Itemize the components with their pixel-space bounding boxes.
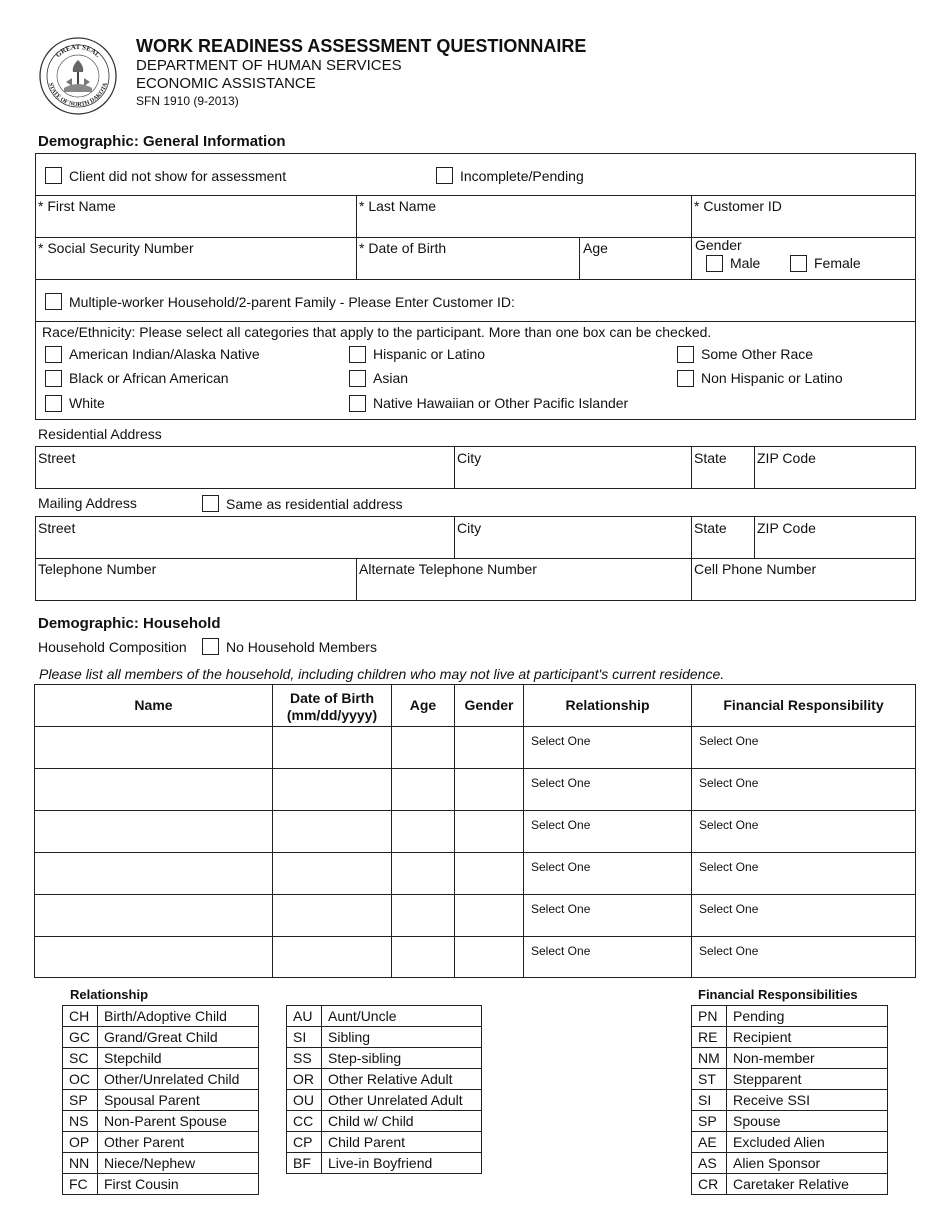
- first-name-label: * First Name: [38, 198, 116, 214]
- legend-row: NM Non-member: [692, 1048, 888, 1069]
- race-label-white: White: [69, 395, 105, 411]
- legend-row: SS Step-sibling: [287, 1048, 482, 1069]
- male-label: Male: [730, 255, 761, 271]
- hh-row-1-name-field[interactable]: [36, 728, 270, 767]
- no-household-members-label: No Household Members: [226, 639, 377, 655]
- mail-street-label: Street: [38, 520, 76, 536]
- mail-state-label: State: [694, 520, 727, 536]
- cell-phone-field[interactable]: [693, 578, 913, 599]
- race-label-black: Black or African American: [69, 370, 229, 386]
- mail-city-field[interactable]: [456, 536, 688, 557]
- race-label-other-race: Some Other Race: [701, 346, 814, 362]
- svg-text:STATE OF NORTH DAKOTA: STATE OF NORTH DAKOTA: [46, 82, 110, 109]
- hh-row-5-age-field[interactable]: [393, 896, 452, 935]
- no-show-checkbox[interactable]: [45, 167, 62, 184]
- alt-telephone-label: Alternate Telephone Number: [359, 561, 537, 577]
- general-info-heading: Demographic: General Information: [38, 133, 286, 150]
- hh-row-4-gender-field[interactable]: [456, 854, 521, 893]
- legend-row: CC Child w/ Child: [287, 1111, 482, 1132]
- race-label-hispanic: Hispanic or Latino: [373, 346, 486, 362]
- dob-field[interactable]: [358, 256, 576, 277]
- gender-label: Gender: [695, 237, 742, 253]
- legend-row: CH Birth/Adoptive Child: [63, 1006, 259, 1027]
- hh-row-6-name-field[interactable]: [36, 938, 270, 977]
- female-checkbox[interactable]: [790, 255, 807, 272]
- same-as-residential-checkbox[interactable]: [202, 495, 219, 512]
- legend-row: SP Spouse: [692, 1111, 888, 1132]
- legend-row: NS Non-Parent Spouse: [63, 1111, 259, 1132]
- hh-row-2-name-field[interactable]: [36, 770, 270, 809]
- hh-row-6-age-field[interactable]: [393, 938, 452, 977]
- mail-zip-label: ZIP Code: [757, 520, 816, 536]
- mail-state-field[interactable]: [693, 536, 751, 557]
- mailing-address-heading: Mailing Address: [38, 495, 137, 511]
- residential-address-heading: Residential Address: [38, 426, 162, 442]
- relationship-legend-heading: Relationship: [70, 987, 149, 1002]
- race-instruction: Race/Ethnicity: Please select all categories that apply to the participant. More than one box can be checked.: [42, 324, 712, 340]
- relationship-legend-table-1: [62, 1005, 259, 1195]
- state-seal: [38, 36, 118, 116]
- legend-row: GC Grand/Great Child: [63, 1027, 259, 1048]
- legend-row: OU Other Unrelated Adult: [287, 1090, 482, 1111]
- res-zip-field[interactable]: [756, 466, 913, 487]
- legend-row: AS Alien Sponsor: [692, 1153, 888, 1174]
- age-field[interactable]: [581, 256, 688, 277]
- financial-legend-table: [691, 1005, 888, 1195]
- hh-row-5-dob-field[interactable]: [274, 896, 389, 935]
- hh-row-5-financial-select[interactable]: Select One: [699, 902, 759, 916]
- legend-row: OP Other Parent: [63, 1132, 259, 1153]
- no-show-label: Client did not show for assessment: [69, 168, 287, 184]
- division-name: ECONOMIC ASSISTANCE: [136, 75, 316, 92]
- hh-row-2-dob-field[interactable]: [274, 770, 389, 809]
- age-label: Age: [583, 240, 608, 256]
- race-label-non-hispanic: Non Hispanic or Latino: [701, 370, 843, 386]
- female-label: Female: [814, 255, 861, 271]
- hh-row-3-financial-select[interactable]: Select One: [699, 818, 759, 832]
- hh-row-6-relationship-select[interactable]: Select One: [531, 944, 591, 958]
- hh-row-2-gender-field[interactable]: [456, 770, 521, 809]
- household-composition-label: Household Composition: [38, 639, 187, 655]
- hh-row-4-name-field[interactable]: [36, 854, 270, 893]
- financial-legend-heading: Financial Responsibilities: [698, 987, 858, 1002]
- form-number: SFN 1910 (9-2013): [136, 94, 239, 108]
- customer-id-field[interactable]: [693, 214, 913, 235]
- multi-worker-label: Multiple-worker Household/2-parent Family - Please Enter Customer ID:: [69, 294, 515, 310]
- hh-row-4-financial-select[interactable]: Select One: [699, 860, 759, 874]
- hh-row-6-financial-select[interactable]: Select One: [699, 944, 759, 958]
- hh-row-1-gender-field[interactable]: [456, 728, 521, 767]
- race-checkbox-asian[interactable]: [349, 370, 366, 387]
- legend-row: ST Stepparent: [692, 1069, 888, 1090]
- legend-row: OC Other/Unrelated Child: [63, 1069, 259, 1090]
- col-header-age: Age: [409, 697, 437, 713]
- ssn-label: * Social Security Number: [38, 240, 194, 256]
- res-street-label: Street: [38, 450, 76, 466]
- res-zip-label: ZIP Code: [757, 450, 816, 466]
- alt-telephone-field[interactable]: [358, 578, 688, 599]
- legend-row: OR Other Relative Adult: [287, 1069, 482, 1090]
- male-checkbox[interactable]: [706, 255, 723, 272]
- legend-row: CP Child Parent: [287, 1132, 482, 1153]
- hh-row-2-age-field[interactable]: [393, 770, 452, 809]
- col-header-dob: Date of Birth (mm/dd/yyyy): [286, 690, 378, 723]
- race-label-american-indian: American Indian/Alaska Native: [69, 346, 260, 362]
- hh-row-4-relationship-select[interactable]: Select One: [531, 860, 591, 874]
- legend-row: SI Receive SSI: [692, 1090, 888, 1111]
- race-label-hawaiian: Native Hawaiian or Other Pacific Islander: [373, 395, 629, 411]
- col-header-relationship: Relationship: [565, 697, 650, 713]
- legend-row: AE Excluded Alien: [692, 1132, 888, 1153]
- first-name-field[interactable]: [37, 214, 353, 235]
- household-instruction: Please list all members of the household, including children who may not live at participant's current residence.: [39, 666, 725, 682]
- incomplete-checkbox[interactable]: [436, 167, 453, 184]
- hh-row-1-dob-field[interactable]: [274, 728, 389, 767]
- hh-row-5-gender-field[interactable]: [456, 896, 521, 935]
- hh-row-3-age-field[interactable]: [393, 812, 452, 851]
- col-header-gender: Gender: [464, 697, 514, 713]
- res-city-field[interactable]: [456, 466, 688, 487]
- relationship-legend-table-2: [286, 1005, 482, 1174]
- hh-row-3-relationship-select[interactable]: Select One: [531, 818, 591, 832]
- hh-row-4-dob-field[interactable]: [274, 854, 389, 893]
- res-state-field[interactable]: [693, 466, 751, 487]
- dob-label: * Date of Birth: [359, 240, 447, 256]
- hh-row-1-financial-select[interactable]: Select One: [699, 734, 759, 748]
- hh-row-3-dob-field[interactable]: [274, 812, 389, 851]
- legend-row: SC Stepchild: [63, 1048, 259, 1069]
- last-name-field[interactable]: [358, 214, 688, 235]
- hh-row-5-relationship-select[interactable]: Select One: [531, 902, 591, 916]
- multi-worker-checkbox[interactable]: [45, 293, 62, 310]
- col-header-name: Name: [134, 697, 173, 713]
- legend-row: PN Pending: [692, 1006, 888, 1027]
- mail-city-label: City: [457, 520, 482, 536]
- legend-row: CR Caretaker Relative: [692, 1174, 888, 1195]
- race-checkbox-other-race[interactable]: [677, 346, 694, 363]
- hh-row-6-gender-field[interactable]: [456, 938, 521, 977]
- hh-row-3-gender-field[interactable]: [456, 812, 521, 851]
- race-checkbox-hawaiian[interactable]: [349, 395, 366, 412]
- legend-row: RE Recipient: [692, 1027, 888, 1048]
- race-checkbox-white[interactable]: [45, 395, 62, 412]
- hh-row-4-age-field[interactable]: [393, 854, 452, 893]
- telephone-field[interactable]: [37, 578, 353, 599]
- hh-row-1-age-field[interactable]: [393, 728, 452, 767]
- legend-row: SP Spousal Parent: [63, 1090, 259, 1111]
- hh-row-5-name-field[interactable]: [36, 896, 270, 935]
- hh-row-3-name-field[interactable]: [36, 812, 270, 851]
- legend-row: BF Live-in Boyfriend: [287, 1153, 482, 1174]
- department-name: DEPARTMENT OF HUMAN SERVICES: [136, 57, 402, 74]
- cell-phone-label: Cell Phone Number: [694, 561, 817, 577]
- race-checkbox-non-hispanic[interactable]: [677, 370, 694, 387]
- hh-row-1-relationship-select[interactable]: Select One: [531, 734, 591, 748]
- ssn-field[interactable]: [37, 256, 353, 277]
- col-header-financial: Financial Responsibility: [723, 697, 884, 713]
- legend-row: NN Niece/Nephew: [63, 1153, 259, 1174]
- legend-row: AU Aunt/Uncle: [287, 1006, 482, 1027]
- mail-zip-field[interactable]: [756, 536, 913, 557]
- res-city-label: City: [457, 450, 482, 466]
- form-title: WORK READINESS ASSESSMENT QUESTIONNAIRE: [136, 36, 587, 56]
- race-checkbox-black[interactable]: [45, 370, 62, 387]
- hh-row-2-financial-select[interactable]: Select One: [699, 776, 759, 790]
- race-checkbox-american-indian[interactable]: [45, 346, 62, 363]
- no-household-members-checkbox[interactable]: [202, 638, 219, 655]
- customer-id-label: * Customer ID: [694, 198, 782, 214]
- mail-street-field[interactable]: [37, 536, 451, 557]
- race-label-asian: Asian: [373, 370, 409, 386]
- svg-text:GREAT SEAL: GREAT SEAL: [54, 42, 102, 60]
- hh-row-2-relationship-select[interactable]: Select One: [531, 776, 591, 790]
- hh-row-6-dob-field[interactable]: [274, 938, 389, 977]
- incomplete-label: Incomplete/Pending: [460, 168, 584, 184]
- res-street-field[interactable]: [37, 466, 451, 487]
- res-state-label: State: [694, 450, 727, 466]
- multi-worker-customer-id-field[interactable]: [520, 290, 910, 312]
- same-as-residential-label: Same as residential address: [226, 496, 403, 512]
- race-checkbox-hispanic[interactable]: [349, 346, 366, 363]
- telephone-label: Telephone Number: [38, 561, 157, 577]
- legend-row: FC First Cousin: [63, 1174, 259, 1195]
- last-name-label: * Last Name: [359, 198, 437, 214]
- household-heading: Demographic: Household: [38, 615, 221, 632]
- legend-row: SI Sibling: [287, 1027, 482, 1048]
